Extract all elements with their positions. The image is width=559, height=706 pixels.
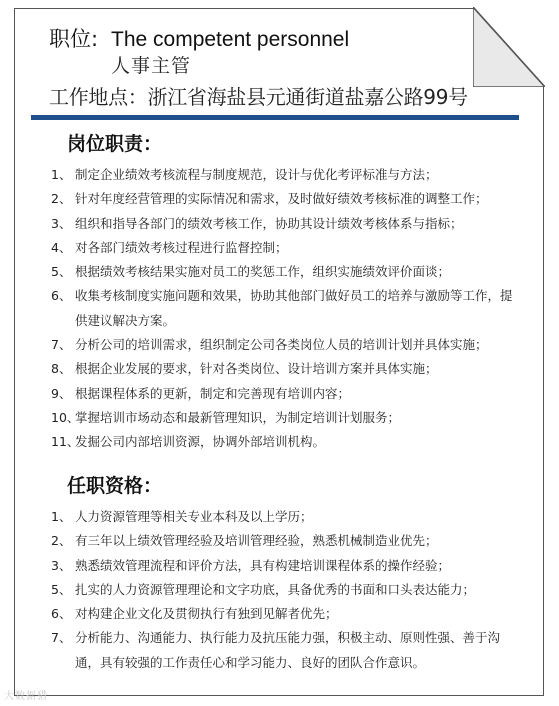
position-english: The competent personnel xyxy=(111,28,350,51)
list-item xyxy=(51,333,523,357)
item-text: 分析公司的培训需求，组织制定公司各类岗位人员的培训计划并具体实施； xyxy=(75,337,488,353)
item-number: 3、 xyxy=(51,557,72,573)
item-text: 根据绩效考核结果实施对员工的奖惩工作，组织实施绩效评价面谈； xyxy=(75,264,451,280)
item-text: 针对年度经营管理的实际情况和需求，及时做好绩效考核标准的调整工作； xyxy=(75,191,488,207)
watermark: 大数据猎 xyxy=(4,691,48,702)
qualifications-title: 任职资格： xyxy=(67,475,163,497)
item-number: 5、 xyxy=(51,264,72,280)
list-item xyxy=(51,382,523,406)
list-item xyxy=(51,602,523,626)
item-number: 5、 xyxy=(51,581,72,597)
item-number: 2、 xyxy=(51,191,72,207)
job-description-sheet xyxy=(14,8,544,696)
list-item xyxy=(51,626,523,675)
item-number: 10、 xyxy=(51,409,80,425)
item-text: 熟悉绩效管理流程和评价方法，具有构建培训课程体系的操作经验； xyxy=(75,557,451,573)
item-number: 7、 xyxy=(51,337,72,353)
item-number: 2、 xyxy=(51,533,72,549)
item-text: 人力资源管理等相关专业本科及以上学历； xyxy=(75,509,313,524)
item-number: 6、 xyxy=(51,288,72,304)
item-text: 掌握培训市场动态和最新管理知识，为制定培训计划服务； xyxy=(75,409,401,425)
item-number: 1、 xyxy=(51,167,72,182)
duties-list xyxy=(51,163,523,455)
list-item xyxy=(51,212,523,236)
item-text: 组织和指导各部门的绩效考核工作，协助其设计绩效考核体系与指标； xyxy=(75,215,463,231)
item-number: 7、 xyxy=(51,630,72,646)
item-number: 8、 xyxy=(51,361,72,377)
item-text: 扎实的人力资源管理理论和文字功底，具备优秀的书面和口头表达能力； xyxy=(75,581,476,597)
list-item xyxy=(51,430,523,454)
job-header xyxy=(49,23,523,110)
duties-title: 岗位职责： xyxy=(67,133,163,155)
item-text: 制定企业绩效考核流程与制度规范，设计与优化考评标准与方法； xyxy=(75,167,438,182)
position-line xyxy=(49,23,523,51)
qualifications-list xyxy=(51,505,523,675)
item-text: 对各部门绩效考核过程进行监督控制； xyxy=(75,239,288,255)
item-number: 9、 xyxy=(51,385,72,401)
item-number: 4、 xyxy=(51,239,72,255)
item-number: 11、 xyxy=(51,434,80,450)
position-chinese: 人事主管 xyxy=(111,55,192,77)
list-item xyxy=(51,187,523,211)
list-item xyxy=(51,357,523,381)
position-label: 职位: xyxy=(49,27,99,51)
header-divider xyxy=(31,115,519,120)
item-number: 3、 xyxy=(51,215,72,231)
list-item xyxy=(51,406,523,430)
item-text: 分析能力、沟通能力、执行能力及抗压能力强，积极主动、原则性强、善于沟通，具有较强的工作责任心和学习能力、良好的团队合作意识。 xyxy=(75,630,501,670)
item-text: 收集考核制度实施问题和效果，协助其他部门做好员工的培养与激励等工作，提供建议解决方案。 xyxy=(75,288,513,328)
list-item xyxy=(51,236,523,260)
item-text: 根据课程体系的更新，制定和完善现有培训内容； xyxy=(75,385,351,401)
list-item xyxy=(51,284,523,333)
item-text: 对构建企业文化及贯彻执行有独到见解者优先； xyxy=(75,606,338,622)
item-text: 根据企业发展的要求，针对各类岗位、设计培训方案并具体实施； xyxy=(75,361,438,377)
item-number: 1、 xyxy=(51,509,72,524)
list-item xyxy=(51,260,523,284)
list-item xyxy=(51,554,523,578)
list-item xyxy=(51,505,523,529)
list-item xyxy=(51,578,523,602)
list-item xyxy=(51,163,523,187)
item-number: 6、 xyxy=(51,606,72,622)
list-item xyxy=(51,529,523,553)
item-text: 发掘公司内部培训资源，协调外部培训机构。 xyxy=(75,434,326,450)
item-text: 有三年以上绩效管理经验及培训管理经验，熟悉机械制造业优先； xyxy=(75,533,438,549)
work-location: 工作地点：浙江省海盐县元通街道盐嘉公路99号 xyxy=(49,85,468,109)
